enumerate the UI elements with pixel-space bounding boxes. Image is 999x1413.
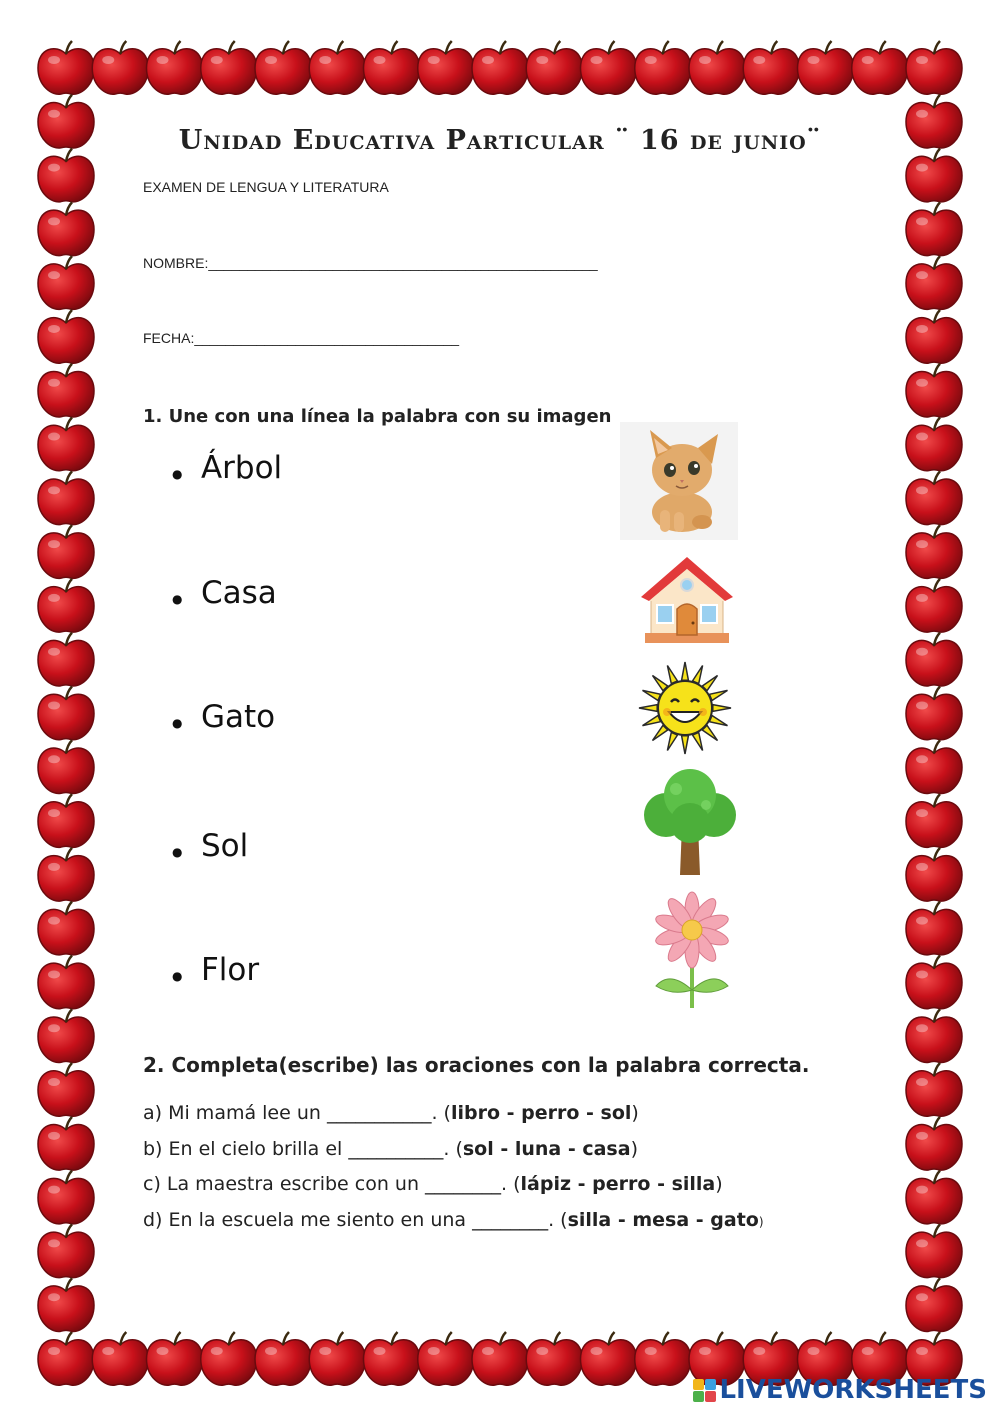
sun-ray	[682, 662, 689, 680]
apple-icon	[581, 1332, 637, 1385]
apple-icon	[309, 1332, 365, 1385]
bullet-icon: ●	[172, 969, 183, 983]
apple-icon	[38, 418, 94, 471]
apple-icon	[526, 1332, 582, 1385]
sun-ray	[693, 732, 703, 750]
apple-icon	[906, 256, 962, 309]
sentence-b[interactable]	[143, 1138, 638, 1160]
apple-icon	[38, 794, 94, 847]
word-label: Flor	[200, 952, 260, 988]
sun-ray	[667, 666, 677, 684]
apple-icon	[364, 41, 420, 94]
sentence-close: )	[631, 1102, 639, 1124]
apple-icon	[418, 1332, 474, 1385]
apple-icon	[906, 794, 962, 847]
sentence-options: silla - mesa - gato	[567, 1209, 759, 1231]
sentence-text: c) La maestra escribe con un ________. (	[143, 1173, 521, 1195]
apple-icon	[38, 633, 94, 686]
bullet-icon: ●	[172, 845, 183, 859]
apple-icon	[92, 1332, 148, 1385]
sentence-close: )	[758, 1215, 764, 1229]
apple-icon	[472, 41, 528, 94]
apple-icon	[906, 1278, 962, 1331]
apple-icon	[906, 471, 962, 524]
apple-icon	[38, 364, 94, 417]
apple-icon	[147, 1332, 203, 1385]
apple-icon	[309, 41, 365, 94]
apple-icon	[906, 41, 962, 94]
apple-icon	[906, 1063, 962, 1116]
sentence-d[interactable]	[143, 1209, 764, 1231]
question-2-title: 2. Completa(escribe) las oraciones con la palabra correcta.	[143, 1053, 810, 1077]
apple-icon	[255, 41, 311, 94]
sentence-a[interactable]	[143, 1102, 639, 1124]
apple-icon	[418, 41, 474, 94]
sentence-text: a) Mi mamá lee un ___________. (	[143, 1102, 451, 1124]
bullet-icon: ●	[172, 467, 183, 481]
apple-icon	[689, 41, 745, 94]
apple-icon	[472, 1332, 528, 1385]
sun-ray	[643, 690, 661, 700]
apple-icon	[526, 41, 582, 94]
sun-ray	[639, 705, 657, 712]
name-field[interactable]: NOMBRE:__________________________________________________	[143, 255, 598, 271]
word-label: Casa	[200, 575, 277, 611]
sun-ray	[713, 705, 731, 712]
question-1-title: 1. Une con una línea la palabra con su imagen	[143, 406, 612, 427]
apple-icon	[38, 149, 94, 202]
liveworksheets-icon	[693, 1379, 716, 1402]
apple-icon	[798, 41, 854, 94]
exam-subtitle: EXAMEN DE LENGUA Y LITERATURA	[143, 179, 389, 195]
apple-icon	[38, 848, 94, 901]
apple-icon	[906, 202, 962, 255]
word-label: Sol	[200, 828, 249, 864]
apple-icon	[906, 740, 962, 793]
date-field[interactable]: FECHA:__________________________________	[143, 330, 460, 346]
apple-icon	[38, 1009, 94, 1062]
word-item[interactable]	[172, 699, 275, 735]
apple-icon	[906, 149, 962, 202]
apple-icon	[635, 1332, 691, 1385]
apple-icon	[92, 41, 148, 94]
sun-image[interactable]	[637, 660, 733, 756]
sun-ray	[709, 690, 727, 700]
apple-icon	[743, 41, 799, 94]
apple-icon	[906, 1117, 962, 1170]
sun-ray	[693, 666, 703, 684]
apple-icon	[906, 848, 962, 901]
apple-icon	[38, 310, 94, 363]
apple-icon	[201, 1332, 257, 1385]
apple-icon	[906, 902, 962, 955]
apple-icon	[581, 41, 637, 94]
liveworksheets-text: LIVEWORKSHEETS	[719, 1375, 987, 1405]
word-label: Árbol	[200, 450, 283, 486]
school-title: Unidad Educativa Particular ¨ 16 de junio¨	[178, 125, 822, 156]
sentence-options: lápiz - perro - silla	[520, 1173, 716, 1195]
apple-icon	[255, 1332, 311, 1385]
apple-icon	[635, 41, 691, 94]
apple-icon	[38, 955, 94, 1008]
apple-icon	[38, 1171, 94, 1224]
sentence-text: b) En el cielo brilla el __________. (	[143, 1138, 463, 1160]
apple-icon	[906, 687, 962, 740]
bullet-icon: ●	[172, 592, 183, 606]
cat-image[interactable]	[620, 422, 738, 540]
apple-icon	[38, 471, 94, 524]
sun-ray	[667, 732, 677, 750]
word-item[interactable]	[172, 952, 259, 988]
apple-icon	[38, 202, 94, 255]
sentence-text: d) En la escuela me siento en una ________. (	[143, 1209, 568, 1231]
apple-icon	[38, 95, 94, 148]
apple-icon	[38, 256, 94, 309]
apple-icon	[906, 418, 962, 471]
apple-icon	[147, 41, 203, 94]
word-item[interactable]	[172, 450, 282, 486]
apple-icon	[38, 1224, 94, 1277]
apple-icon	[906, 310, 962, 363]
apple-icon	[38, 740, 94, 793]
apple-icon	[906, 364, 962, 417]
word-item[interactable]	[172, 828, 248, 864]
sun-ray	[682, 736, 689, 754]
apple-icon	[38, 1117, 94, 1170]
apple-icon	[38, 525, 94, 578]
apple-icon	[38, 1278, 94, 1331]
sun-ray	[643, 716, 661, 726]
liveworksheets-logo[interactable]	[693, 1375, 987, 1405]
apple-icon	[38, 1063, 94, 1116]
tree-image[interactable]	[636, 765, 744, 880]
apple-icon	[906, 1009, 962, 1062]
apple-icon	[906, 95, 962, 148]
sentence-options: libro - perro - sol	[450, 1102, 632, 1124]
flower-image[interactable]	[650, 890, 734, 1012]
word-item[interactable]	[172, 575, 277, 611]
sun-ray	[709, 716, 727, 726]
apple-icon	[38, 41, 94, 94]
apple-icon	[906, 579, 962, 632]
apple-icon	[906, 955, 962, 1008]
house-image[interactable]	[637, 553, 737, 645]
sentence-close: )	[715, 1173, 723, 1195]
apple-icon	[906, 633, 962, 686]
apple-icon	[364, 1332, 420, 1385]
bullet-icon: ●	[172, 716, 183, 730]
sentence-close: )	[630, 1138, 638, 1160]
sentence-options: sol - luna - casa	[462, 1138, 631, 1160]
apple-icon	[38, 579, 94, 632]
apple-icon	[852, 41, 908, 94]
word-label: Gato	[200, 699, 276, 735]
apple-icon	[38, 902, 94, 955]
apple-icon	[906, 1224, 962, 1277]
apple-icon	[38, 1332, 94, 1385]
apple-icon	[38, 687, 94, 740]
apple-icon	[906, 525, 962, 578]
apple-icon	[201, 41, 257, 94]
sentence-c[interactable]	[143, 1173, 723, 1195]
apple-icon	[906, 1171, 962, 1224]
